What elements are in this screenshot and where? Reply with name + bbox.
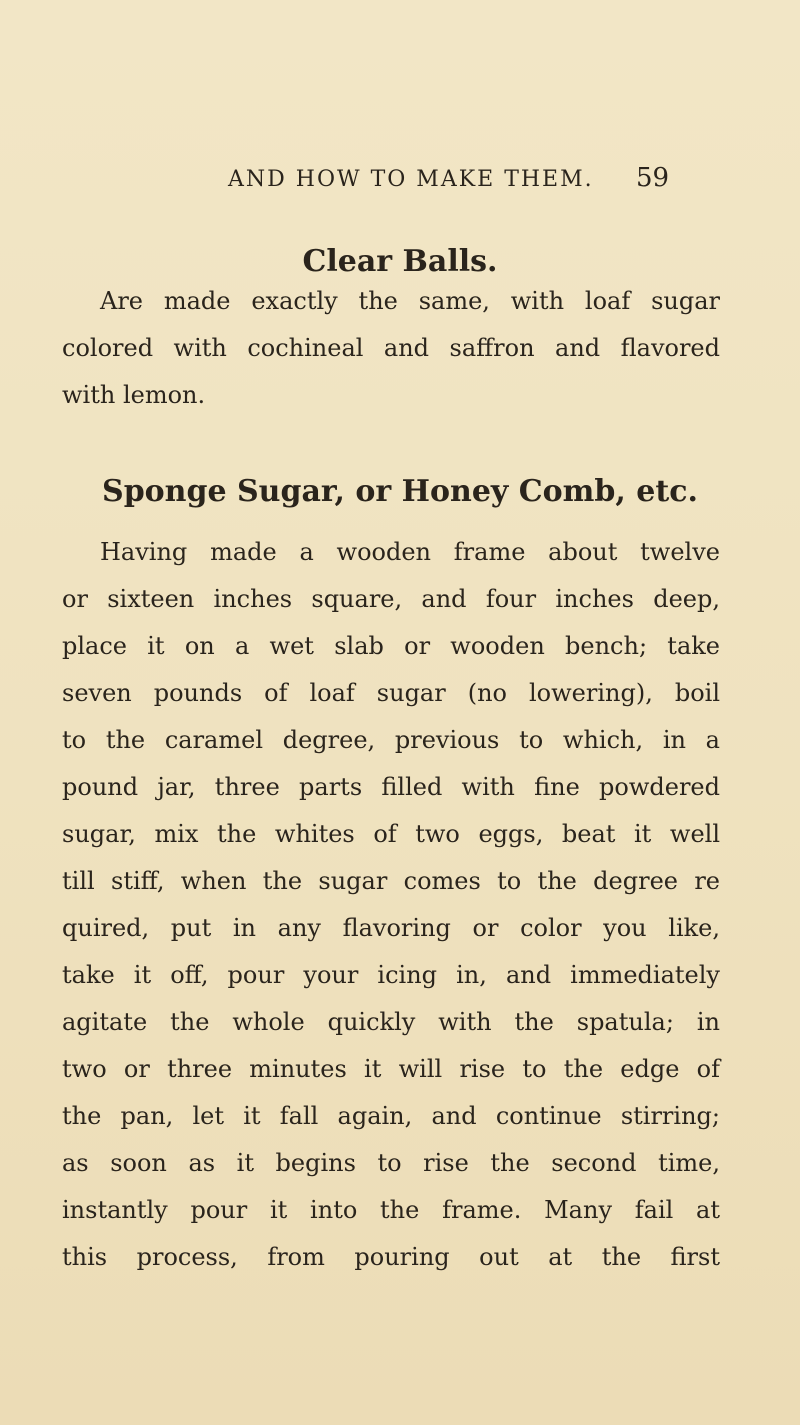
text-line: to the caramel degree, previous to which, in a bbox=[62, 726, 720, 754]
text-line: the pan, let it fall again, and continue stirring; bbox=[62, 1102, 720, 1130]
text-line: colored with cochineal and saffron and flavored bbox=[62, 334, 720, 362]
section-heading-clear-balls: Clear Balls. bbox=[302, 244, 498, 279]
text-line: Are made exactly the same, with loaf sugar bbox=[100, 287, 720, 315]
text-line: Having made a wooden frame about twelve bbox=[100, 538, 720, 566]
text-line: seven pounds of loaf sugar (no lowering), boil bbox=[62, 679, 720, 707]
text-line: agitate the whole quickly with the spatula; in bbox=[62, 1008, 720, 1036]
page-number: 59 bbox=[636, 163, 670, 193]
text-line: pound jar, three parts filled with fine powdered bbox=[62, 773, 720, 801]
text-line: place it on a wet slab or wooden bench; take bbox=[62, 632, 720, 660]
paragraph-sponge-sugar bbox=[62, 529, 720, 1281]
text-line: till stiff, when the sugar comes to the degree re bbox=[62, 867, 720, 895]
text-line: with lemon. bbox=[62, 381, 206, 409]
text-line: sugar, mix the whites of two eggs, beat it well bbox=[62, 820, 720, 848]
text-line: or sixteen inches square, and four inches deep, bbox=[62, 585, 720, 613]
text-line: two or three minutes it will rise to the edge of bbox=[62, 1055, 720, 1083]
text-line: quired, put in any flavoring or color you like, bbox=[62, 914, 720, 942]
text-line: instantly pour it into the frame. Many fail at bbox=[62, 1196, 720, 1224]
text-line: as soon as it begins to rise the second time, bbox=[62, 1149, 720, 1177]
section-heading-sponge-sugar: Sponge Sugar, or Honey Comb, etc. bbox=[102, 474, 698, 509]
running-head: AND HOW TO MAKE THEM. bbox=[228, 167, 594, 192]
text-line: this process, from pouring out at the first bbox=[62, 1243, 720, 1271]
text-line: take it off, pour your icing in, and immediately bbox=[62, 961, 720, 989]
paragraph-clear-balls bbox=[62, 278, 720, 419]
